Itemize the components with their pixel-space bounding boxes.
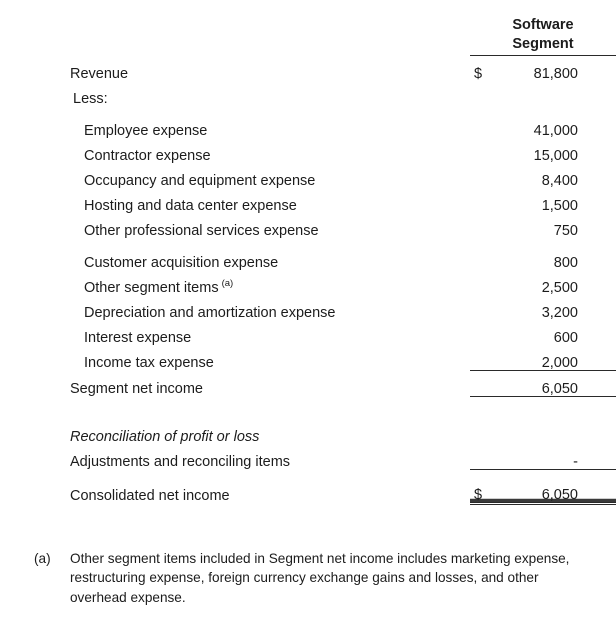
row-currency-segment-net-income — [470, 371, 496, 397]
row-value-contractor-expense: 15,000 — [533, 147, 578, 164]
row-value-depreciation-expense: 3,200 — [541, 304, 578, 321]
row-currency-adjustments — [470, 444, 496, 470]
row-value-less — [496, 81, 616, 106]
row-currency-consolidated-net-income: $ — [470, 470, 496, 504]
row-label-depreciation-expense: Depreciation and amortization expense — [84, 304, 336, 321]
row-currency-income-tax-expense — [470, 345, 496, 371]
row-label-professional-services-expense: Other professional services expense — [84, 222, 319, 239]
row-currency-customer-acquisition-expense — [470, 238, 496, 270]
row-currency-contractor-expense — [470, 138, 496, 163]
row-label-contractor-expense: Contractor expense — [84, 147, 211, 164]
table-row-other-segment-items — [0, 270, 616, 295]
row-label-employee-expense: Employee expense — [84, 122, 208, 139]
row-value-professional-services-expense: 750 — [553, 222, 578, 239]
row-currency-other-segment-items — [470, 270, 496, 295]
row-currency-occupancy-expense — [470, 163, 496, 188]
row-value-consolidated-net-income: 6,050 — [496, 470, 616, 504]
table-row-less — [0, 81, 616, 106]
table-row-depreciation-expense — [0, 295, 616, 320]
row-label-revenue: Revenue — [70, 65, 129, 82]
row-currency-hosting-expense — [470, 188, 496, 213]
row-currency-employee-expense — [470, 106, 496, 138]
header-spacer — [0, 0, 470, 56]
row-value-income-tax-expense: 2,000 — [541, 354, 578, 371]
row-value-other-segment-items: 2,500 — [541, 279, 578, 296]
row-label-segment-net-income: Segment net income — [70, 381, 203, 398]
row-label-customer-acquisition-expense: Customer acquisition expense — [84, 254, 279, 271]
table-row-occupancy-expense — [0, 163, 616, 188]
row-label-occupancy-expense: Occupancy and equipment expense — [84, 172, 316, 189]
row-value-customer-acquisition-expense: 800 — [553, 254, 578, 271]
row-currency-depreciation-expense — [470, 295, 496, 320]
reconciliation-title-value — [496, 419, 616, 444]
row-label-less: Less: — [73, 90, 108, 107]
row-currency-professional-services-expense — [470, 213, 496, 238]
row-value-adjustments: - — [573, 453, 578, 470]
table-row-segment-net-income — [0, 371, 616, 397]
row-label-consolidated-net-income: Consolidated net income — [70, 488, 230, 505]
reconciliation-title-currency — [470, 419, 496, 444]
row-label-adjustments: Adjustments and reconciling items — [70, 454, 291, 471]
table-row-hosting-expense — [0, 188, 616, 213]
row-value-interest-expense: 600 — [553, 329, 578, 346]
table-row-employee-expense — [0, 106, 616, 138]
table-row-revenue — [0, 56, 616, 82]
column-header-line2: Segment — [512, 35, 574, 52]
footnote-marker-icon: (a) — [221, 277, 234, 289]
table-row-contractor-expense — [0, 138, 616, 163]
row-value-revenue: 81,800 — [496, 56, 616, 82]
row-value-segment-net-income: 6,050 — [496, 371, 616, 397]
footnote-text: Other segment items included in Segment net income includes marketing expense, restructuring expense, foreign currency exchange gains and losses, and other overhead expense. — [70, 551, 570, 605]
row-label-hosting-expense: Hosting and data center expense — [84, 197, 297, 214]
row-value-occupancy-expense: 8,400 — [541, 172, 578, 189]
table-header-row — [0, 0, 616, 56]
row-label-income-tax-expense: Income tax expense — [84, 355, 214, 372]
section-spacer — [0, 397, 616, 420]
row-value-hosting-expense: 1,500 — [541, 197, 578, 214]
row-label-interest-expense: Interest expense — [84, 329, 192, 346]
row-value-employee-expense: 41,000 — [533, 122, 578, 139]
column-header-software-segment — [470, 0, 616, 56]
row-currency-less — [470, 81, 496, 106]
row-label-other-segment-items — [0, 270, 470, 295]
table-row-reconciliation-title — [0, 419, 616, 444]
table-row-professional-services-expense — [0, 213, 616, 238]
table-row-adjustments — [0, 444, 616, 470]
row-currency-interest-expense — [470, 320, 496, 345]
footnote-marker: (a) — [34, 551, 51, 566]
row-label-other-segment-items-text: Other segment items — [84, 279, 219, 296]
table-row-consolidated-net-income — [0, 470, 616, 504]
table-row-income-tax-expense — [0, 345, 616, 371]
column-header-line1: Software — [512, 17, 574, 33]
section-title-reconciliation: Reconciliation of profit or loss — [70, 428, 260, 445]
table-row-interest-expense — [0, 320, 616, 345]
footnote-a — [34, 549, 594, 607]
row-currency-revenue: $ — [470, 56, 496, 82]
table-row-customer-acquisition-expense — [0, 238, 616, 270]
